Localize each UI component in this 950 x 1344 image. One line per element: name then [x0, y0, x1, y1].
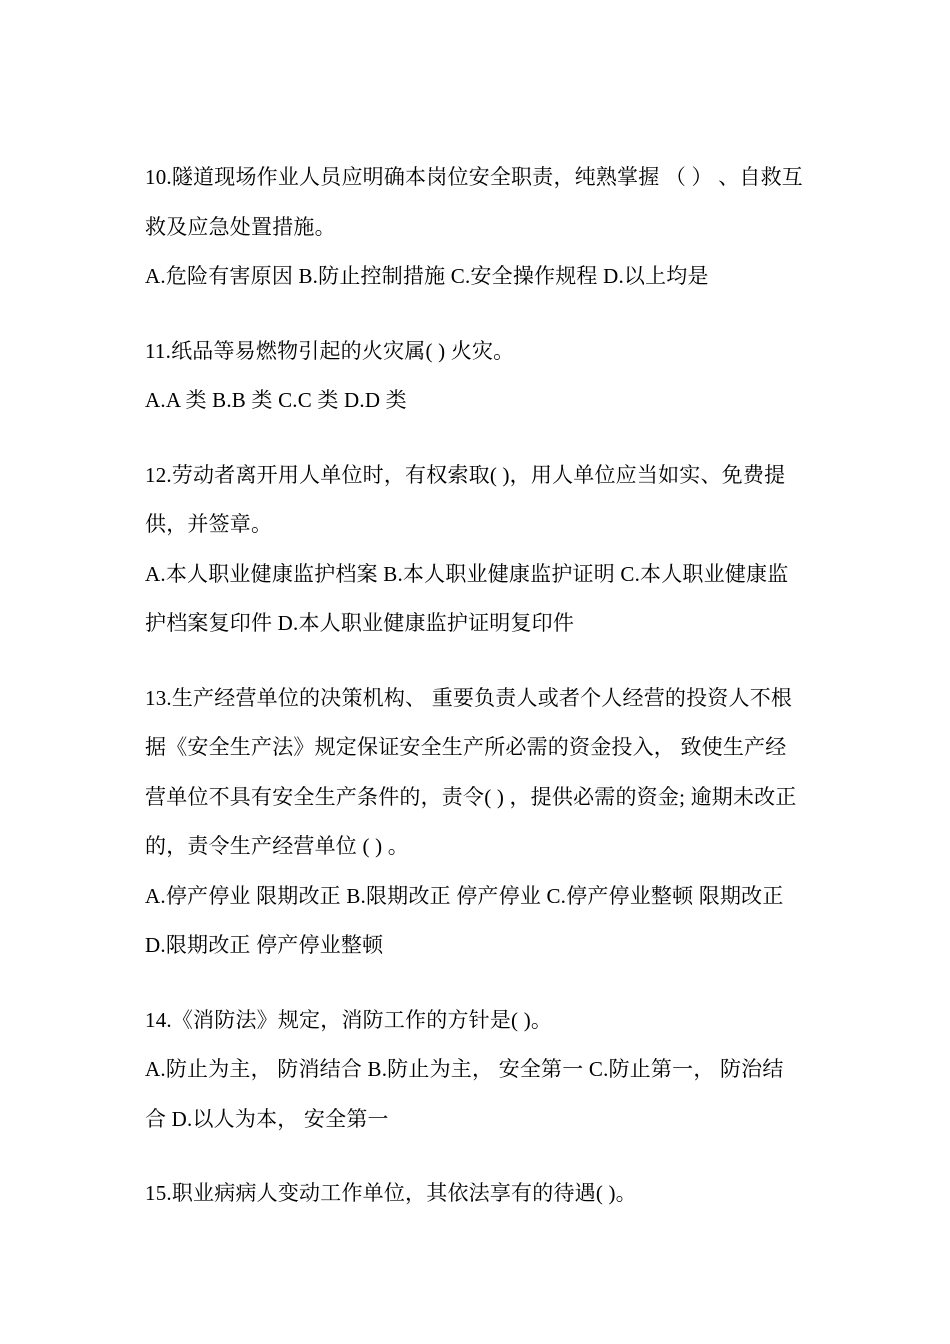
question-13: [145, 674, 810, 971]
question-text: [145, 996, 810, 1046]
options-line: D.限期改正 停产停业整顿: [145, 933, 384, 957]
question-11: [145, 327, 810, 426]
question-line: 14.《消防法》规定，消防工作的方针是( )。: [145, 1007, 553, 1032]
options-line: A.A 类 B.B 类 C.C 类 D.D 类: [145, 388, 407, 412]
answer-options: [145, 376, 810, 426]
answer-options: [145, 1045, 810, 1144]
answer-options: [145, 872, 810, 971]
question-text: [145, 153, 810, 252]
question-text: [145, 674, 810, 872]
question-15: [145, 1169, 810, 1219]
question-12: [145, 451, 810, 649]
options-line: A.危险有害原因 B.防止控制措施 C.安全操作规程 D.以上均是: [145, 264, 709, 288]
question-text: [145, 1169, 810, 1219]
question-line: 供，并签章。: [145, 512, 273, 536]
question-line: 11.纸品等易燃物引起的火灾属( ) 火灾。: [145, 338, 515, 363]
question-line: 12.劳动者离开用人单位时，有权索取( )，用人单位应当如实、免费提: [145, 462, 786, 487]
question-10: [145, 153, 810, 302]
options-line: A.停产停业 限期改正 B.限期改正 停产停业 C.停产停业整顿 限期改正: [145, 883, 784, 908]
question-14: [145, 996, 810, 1145]
options-line: 合 D.以人为本， 安全第一: [145, 1106, 389, 1131]
question-text: [145, 451, 810, 550]
options-line: 护档案复印件 D.本人职业健康监护证明复印件: [145, 611, 575, 635]
question-line: 10.隧道现场作业人员应明确本岗位安全职责，纯熟掌握 （ ） 、自救互: [145, 165, 803, 189]
question-line: 的，责令生产经营单位 ( ) 。: [145, 834, 409, 858]
question-line: 13.生产经营单位的决策机构、 重要负责人或者个人经营的投资人不根: [145, 685, 793, 710]
question-line: 据《安全生产法》规定保证安全生产所必需的资金投入， 致使生产经: [145, 735, 787, 759]
answer-options: [145, 252, 810, 302]
question-text: [145, 327, 810, 377]
answer-options: [145, 550, 810, 649]
options-line: A.防止为主， 防消结合 B.防止为主， 安全第一 C.防止第一， 防治结: [145, 1057, 784, 1081]
question-line: 15.职业病病人变动工作单位，其依法享有的待遇( )。: [145, 1181, 637, 1205]
document-page: [145, 153, 810, 1244]
question-line: 营单位不具有安全生产条件的，责令( ) ，提供必需的资金; 逾期未改正: [145, 784, 797, 809]
question-line: 救及应急处置措施。: [145, 214, 336, 239]
options-line: A.本人职业健康监护档案 B.本人职业健康监护证明 C.本人职业健康监: [145, 561, 789, 586]
